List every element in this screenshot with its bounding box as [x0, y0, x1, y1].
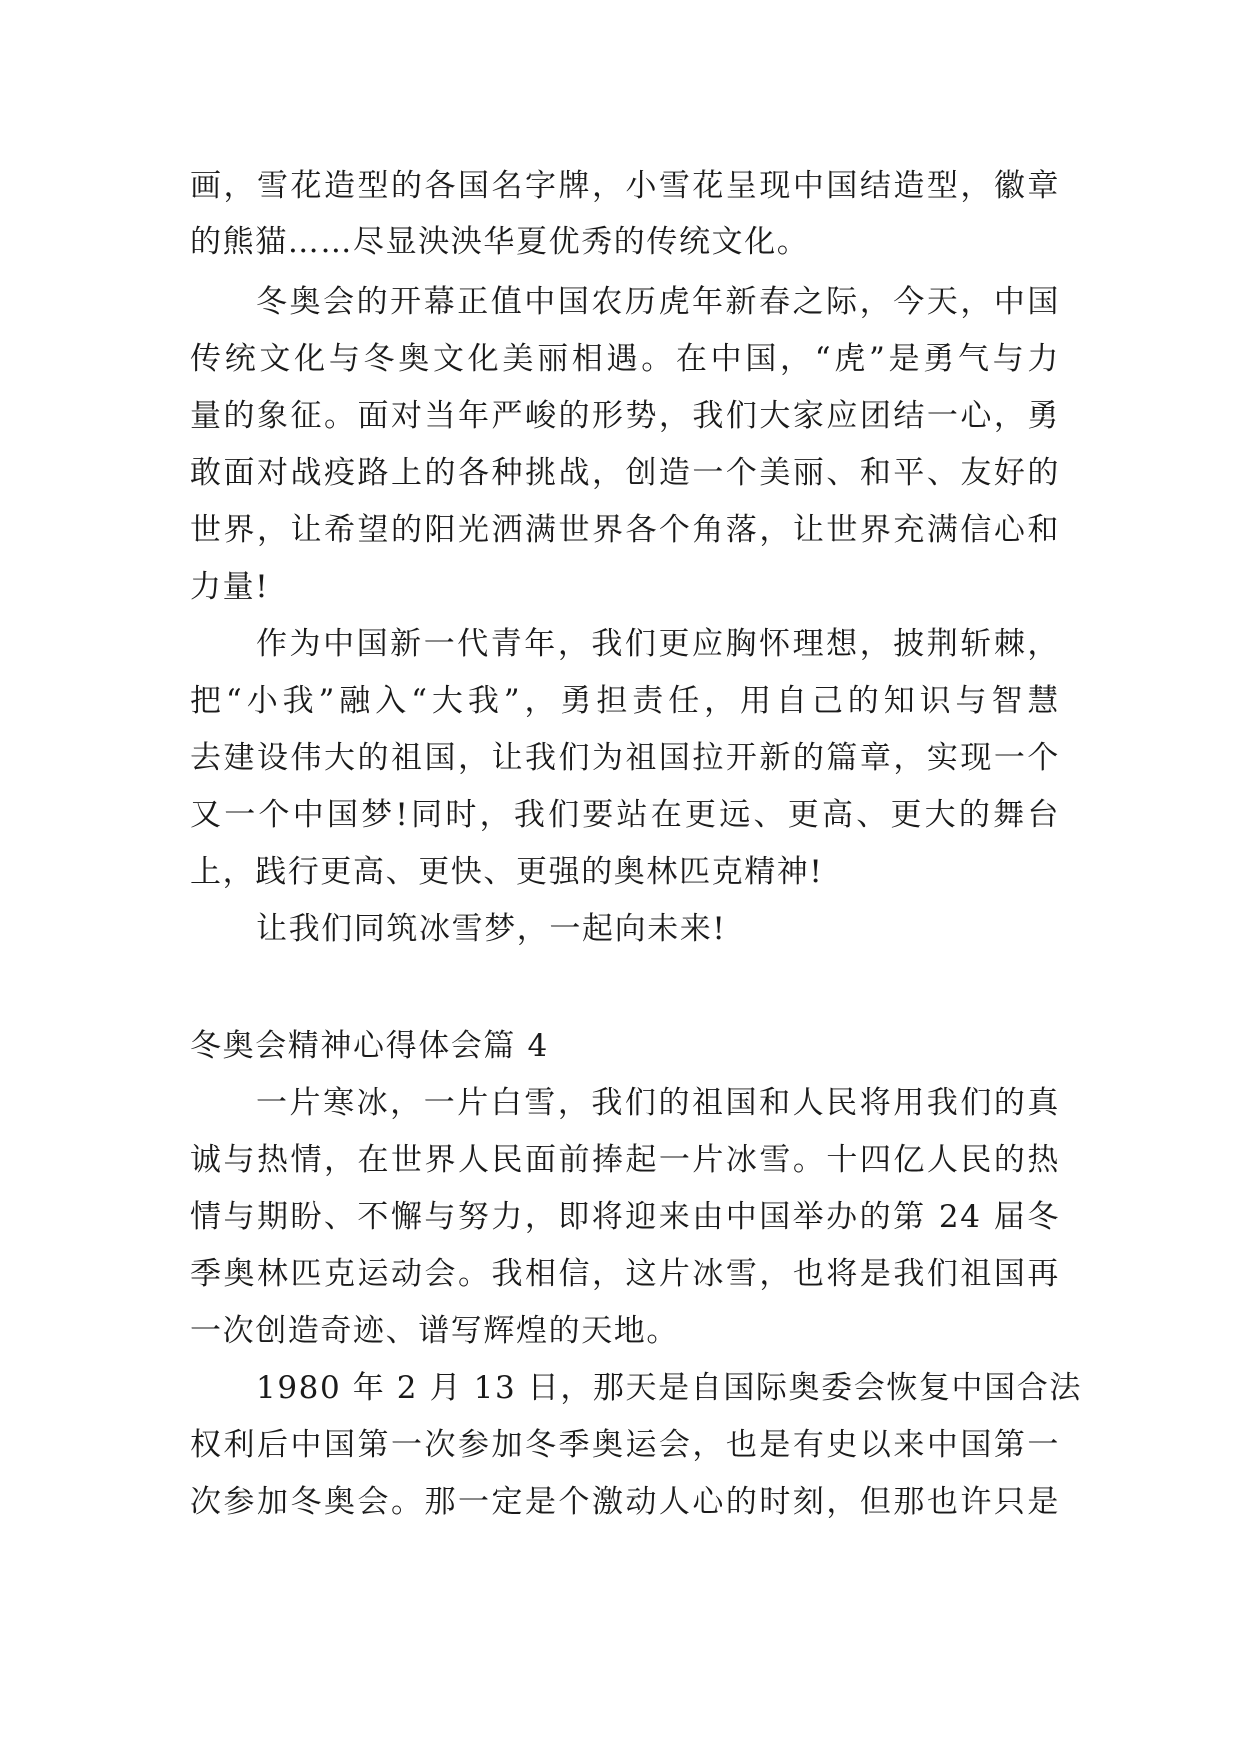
- body-text-line: 量的象征。面对当年严峻的形势，我们大家应团结一心，勇: [190, 398, 1060, 434]
- body-text-line: 情与期盼、不懈与努力，即将迎来由中国举办的第 24 届冬: [190, 1199, 1060, 1235]
- body-text-line: 世界，让希望的阳光洒满世界各个角落，让世界充满信心和: [190, 512, 1060, 548]
- body-text-line: 诚与热情，在世界人民面前捧起一片冰雪。十四亿人民的热: [190, 1142, 1060, 1178]
- paragraph-first-line: 让我们同筑冰雪梦，一起向未来!: [256, 911, 727, 947]
- body-text-line: 把“小我”融入“大我”，勇担责任，用自己的知识与智慧: [190, 683, 1060, 719]
- body-text-line: 力量!: [190, 569, 270, 605]
- body-text-line: 上，践行更高、更快、更强的奥林匹克精神!: [190, 854, 824, 890]
- body-text-line: 权利后中国第一次参加冬季奥运会，也是有史以来中国第一: [190, 1427, 1060, 1463]
- body-text-line: 传统文化与冬奥文化美丽相遇。在中国，“虎”是勇气与力: [190, 341, 1060, 377]
- body-text-line: 季奥林匹克运动会。我相信，这片冰雪，也将是我们祖国再: [190, 1256, 1060, 1292]
- body-text-line: 次参加冬奥会。那一定是个激动人心的时刻，但那也许只是: [190, 1484, 1060, 1520]
- body-text-line: 画，雪花造型的各国名字牌，小雪花呈现中国结造型，徽章: [190, 168, 1060, 204]
- body-text-line: 一次创造奇迹、谱写辉煌的天地。: [190, 1313, 679, 1349]
- body-text-line: 去建设伟大的祖国，让我们为祖国拉开新的篇章，实现一个: [190, 740, 1060, 776]
- section-heading: 冬奥会精神心得体会篇 4: [190, 1028, 549, 1064]
- paragraph-first-line: 一片寒冰，一片白雪，我们的祖国和人民将用我们的真: [256, 1085, 1060, 1121]
- body-text-line: 敢面对战疫路上的各种挑战，创造一个美丽、和平、友好的: [190, 455, 1060, 491]
- body-text-line: 的熊猫……尽显泱泱华夏优秀的传统文化。: [190, 224, 810, 260]
- paragraph-first-line: 作为中国新一代青年，我们更应胸怀理想，披荆斩棘，: [256, 626, 1060, 662]
- paragraph-first-line: 1980 年 2 月 13 日，那天是自国际奥委会恢复中国合法: [256, 1370, 1082, 1406]
- paragraph-first-line: 冬奥会的开幕正值中国农历虎年新春之际，今天，中国: [256, 284, 1060, 320]
- body-text-line: 又一个中国梦!同时，我们要站在更远、更高、更大的舞台: [190, 797, 1060, 833]
